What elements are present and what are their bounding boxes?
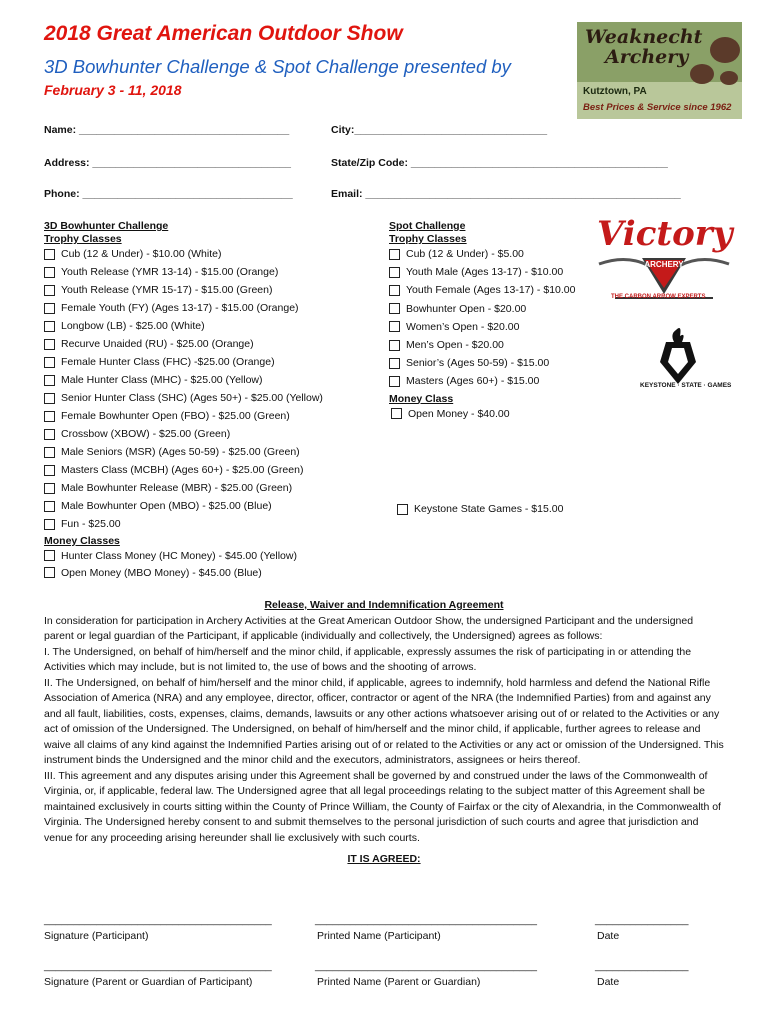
checkbox-item[interactable] (44, 515, 323, 533)
participant-date-line[interactable]: ________________ (595, 914, 689, 926)
checkbox[interactable] (397, 504, 408, 515)
checkbox-label: Masters (Ages 60+) - $15.00 (406, 375, 540, 388)
checkbox-label: Crossbow (XBOW) - $25.00 (Green) (61, 428, 231, 440)
checkbox-label: Male Bowhunter Open (MBO) - $25.00 (Blue) (61, 500, 272, 512)
checkbox-label: Male Bowhunter Release (MBR) - $25.00 (Green) (61, 482, 293, 494)
checkbox-item[interactable] (44, 335, 323, 353)
checkbox[interactable] (389, 267, 400, 278)
victory-logo-name: Victory (597, 214, 733, 254)
checkbox-item[interactable] (44, 497, 323, 515)
spot-heading: Spot Challenge (389, 220, 466, 232)
checkbox[interactable] (44, 249, 55, 260)
guardian-date-label: Date (597, 976, 620, 988)
agreement-title: Release, Waiver and Indemnification Agreement (264, 599, 504, 611)
checkbox-label: Hunter Class Money (HC Money) - $45.00 (Yellow) (61, 549, 297, 562)
checkbox-item[interactable] (389, 263, 575, 281)
checkbox-item[interactable] (389, 336, 575, 354)
checkbox-label: Female Youth (FY) (Ages 13-17) - $15.00 (Orange) (61, 302, 299, 314)
weaknecht-location: Kutztown, PA (583, 86, 647, 97)
checkbox-label: Senior Hunter Class (SHC) (Ages 50+) - $25.00 (Yellow) (61, 392, 323, 404)
checkbox-label: Longbow (LB) - $25.00 (White) (61, 320, 205, 332)
checkbox[interactable] (44, 393, 55, 404)
checkbox-label: Women’s Open - $20.00 (406, 320, 520, 333)
checkbox[interactable] (44, 447, 55, 458)
bowhunter-trophy-heading: Trophy Classes (44, 233, 122, 245)
checkbox[interactable] (389, 285, 400, 296)
checkbox-label: Female Bowhunter Open (FBO) - $25.00 (Green) (61, 410, 290, 422)
checkbox-item[interactable] (397, 502, 563, 516)
checkbox-label: Open Money (MBO Money) - $45.00 (Blue) (61, 566, 262, 579)
checkbox-label: Youth Female (Ages 13-17) - $10.00 (406, 284, 576, 297)
it-is-agreed: IT IS AGREED: (347, 853, 421, 865)
checkbox-label: Masters Class (MCBH) (Ages 60+) - $25.00 (Green) (61, 464, 304, 476)
guardian-name-label: Printed Name (Parent or Guardian) (317, 976, 481, 988)
keystone-state-games-logo (640, 322, 732, 398)
checkbox-item[interactable] (44, 479, 323, 497)
checkbox-label: Recurve Unaided (RU) - $25.00 (Orange) (61, 338, 254, 350)
checkbox-item[interactable] (389, 300, 575, 318)
checkbox-item[interactable] (389, 372, 575, 390)
checkbox[interactable] (389, 340, 400, 351)
checkbox-item[interactable] (389, 281, 575, 299)
event-dates: February 3 - 11, 2018 (44, 82, 182, 98)
checkbox-label: Bowhunter Open - $20.00 (406, 302, 527, 315)
checkbox-item[interactable] (389, 245, 575, 263)
victory-logo-band: ARCHERY (644, 260, 684, 269)
victory-archery-logo (597, 214, 731, 306)
checkbox[interactable] (389, 321, 400, 332)
agreement-paragraph-1: I. The Undersigned, on behalf of him/herself and the minor child, if applicable, expressly assumes the risk of participating in or attending the Activities which may include, but is not limited to, the use of bows and the shooting of arrows. (44, 645, 692, 673)
checkbox[interactable] (44, 465, 55, 476)
checkbox-item[interactable] (44, 281, 323, 299)
checkbox-item[interactable] (44, 353, 323, 371)
spot-section (389, 220, 575, 423)
checkbox-label: Youth Release (YMR 13-14) - $15.00 (Orange) (61, 266, 279, 278)
checkbox-item[interactable] (44, 371, 323, 389)
checkbox[interactable] (389, 249, 400, 260)
checkbox[interactable] (44, 339, 55, 350)
guardian-signature-label: Signature (Parent or Guardian of Participant) (44, 976, 253, 988)
checkbox-label: Youth Male (Ages 13-17) - $10.00 (406, 266, 564, 279)
checkbox-label: Senior’s (Ages 50-59) - $15.00 (406, 357, 550, 370)
checkbox[interactable] (44, 285, 55, 296)
weaknecht-logo-line1: Weaknecht (585, 26, 703, 48)
agreement-paragraph-2: II. The Undersigned, on behalf of him/herself and the minor child, if applicable, agrees to indemnify, hold harmless and defend the National Rifle Association of America (NRA) and any employee, director, officer, contractor or agent of the NRA (the Indemnified Parties) from and against any and all fault, liabilities, costs, expenses, claims, demands, lawsuits or any other actions whatsoever arising out of or related to the Activities or any act of omission of the Undersigned. The Undersigned, on behalf of him/herself and the minor child, if applicable, further agrees to release and waive all claims of any kind against the Indemnified Parties arising out of or related to the Activities or any act or omission of the Undersigned. This instrument binds the Undersigned and the minor child and the executors, administrators, assignees or heirs thereof. (44, 676, 724, 766)
checkbox-item[interactable] (44, 547, 323, 564)
checkbox-item[interactable] (44, 461, 323, 479)
page-subtitle: 3D Bowhunter Challenge & Spot Challenge presented by (44, 56, 511, 77)
weaknecht-archery-logo (577, 22, 742, 119)
participant-signature-line[interactable]: _______________________________________ (44, 914, 272, 926)
checkbox[interactable] (44, 429, 55, 440)
checkbox-item[interactable] (44, 299, 323, 317)
email-field[interactable]: Email: ______________________________________________________ (331, 188, 681, 200)
waiver-agreement (44, 598, 724, 868)
city-field[interactable]: City:_________________________________ (331, 124, 548, 136)
checkbox-label: Cub (12 & Under) - $10.00 (White) (61, 248, 222, 260)
bowhunter-heading: 3D Bowhunter Challenge (44, 220, 169, 232)
participant-date-label: Date (597, 930, 620, 942)
spot-trophy-heading: Trophy Classes (389, 233, 467, 245)
checkbox[interactable] (44, 357, 55, 368)
state-zip-field[interactable]: State/Zip Code: ____________________________________________ (331, 157, 668, 169)
checkbox[interactable] (391, 408, 402, 419)
keystone-games-label: Keystone State Games - $15.00 (414, 503, 564, 515)
guardian-name-line[interactable]: ______________________________________ (315, 960, 537, 972)
checkbox-item[interactable] (44, 263, 323, 281)
checkbox[interactable] (389, 303, 400, 314)
agreement-paragraph-3: III. This agreement and any disputes arising under this Agreement shall be governed by and construed under the laws of the Commonwealth of Virginia, or, if applicable, federal law. The Undersigned agree that all legal proceedings relating to the subject matter of this Agreement shall be maintained exclusively in courts sitting within the County of Prince William, the County of Fairfax or the city of Alexandria, in the Commonwealth of Virginia. The Undersigned hereby consent to and submit themselves to the personal jurisdiction of such courts and agree that jurisdiction and venue for any proceeding arising hereunder shall lie exclusively with such courts. (44, 769, 721, 844)
checkbox-label: Youth Release (YMR 15-17) - $15.00 (Green) (61, 284, 273, 296)
checkbox-item[interactable] (389, 354, 575, 372)
checkbox[interactable] (44, 321, 55, 332)
checkbox[interactable] (389, 358, 400, 369)
checkbox[interactable] (44, 303, 55, 314)
checkbox-item[interactable] (44, 245, 323, 263)
checkbox[interactable] (44, 550, 55, 561)
weaknecht-logo-line2: Archery (605, 46, 689, 68)
checkbox-item[interactable] (389, 318, 575, 336)
guardian-signature-line[interactable]: _______________________________________ (44, 960, 272, 972)
checkbox-item[interactable] (44, 425, 323, 443)
checkbox-item[interactable] (391, 405, 575, 423)
participant-name-label: Printed Name (Participant) (317, 930, 441, 942)
checkbox-label: Cub (12 & Under) - $5.00 (406, 248, 524, 261)
checkbox[interactable] (44, 411, 55, 422)
checkbox[interactable] (44, 519, 55, 530)
weaknecht-tagline: Best Prices & Service since 1962 (583, 102, 732, 113)
victory-logo-tagline: THE CARBON ARROW EXPERTS (611, 294, 706, 300)
checkbox-label: Fun - $25.00 (61, 518, 121, 530)
checkbox-item[interactable] (44, 407, 323, 425)
participant-name-line[interactable]: ______________________________________ (315, 914, 537, 926)
bowhunter-money-heading: Money Classes (44, 535, 120, 547)
checkbox-label: Female Hunter Class (FHC) -$25.00 (Orange) (61, 356, 275, 368)
checkbox-item[interactable] (44, 317, 323, 335)
agreement-paragraph-intro: In consideration for participation in Archery Activities at the Great American Outdoor Show, the undersigned Participant and the undersigned parent or legal guardian of the Participant, if applicable (individually and collectively, the Undersigned) agrees as follows: (44, 614, 694, 642)
checkbox[interactable] (44, 501, 55, 512)
checkbox-item[interactable] (44, 443, 323, 461)
checkbox-item[interactable] (44, 564, 323, 581)
checkbox[interactable] (44, 483, 55, 494)
page-title: 2018 Great American Outdoor Show (44, 22, 403, 45)
checkbox-label: Open Money - $40.00 (408, 407, 510, 420)
spot-money-heading: Money Class (389, 392, 454, 405)
checkbox-label: Men’s Open - $20.00 (406, 339, 504, 352)
checkbox-label: Male Seniors (MSR) (Ages 50-59) - $25.00 (Green) (61, 446, 300, 458)
participant-signature-label: Signature (Participant) (44, 930, 149, 942)
keystone-logo-text: KEYSTONE · STATE · GAMES (640, 382, 732, 389)
checkbox-label: Male Hunter Class (MHC) - $25.00 (Yellow) (61, 374, 263, 386)
checkbox-item[interactable] (44, 389, 323, 407)
checkbox[interactable] (44, 267, 55, 278)
bowhunter-section (44, 220, 323, 581)
checkbox[interactable] (44, 375, 55, 386)
guardian-date-line[interactable]: ________________ (595, 960, 689, 972)
checkbox[interactable] (44, 567, 55, 578)
phone-field[interactable]: Phone: ____________________________________ (44, 188, 293, 200)
checkbox[interactable] (389, 376, 400, 387)
address-field[interactable]: Address: __________________________________ (44, 157, 291, 169)
name-field[interactable]: Name: ____________________________________ (44, 124, 290, 136)
